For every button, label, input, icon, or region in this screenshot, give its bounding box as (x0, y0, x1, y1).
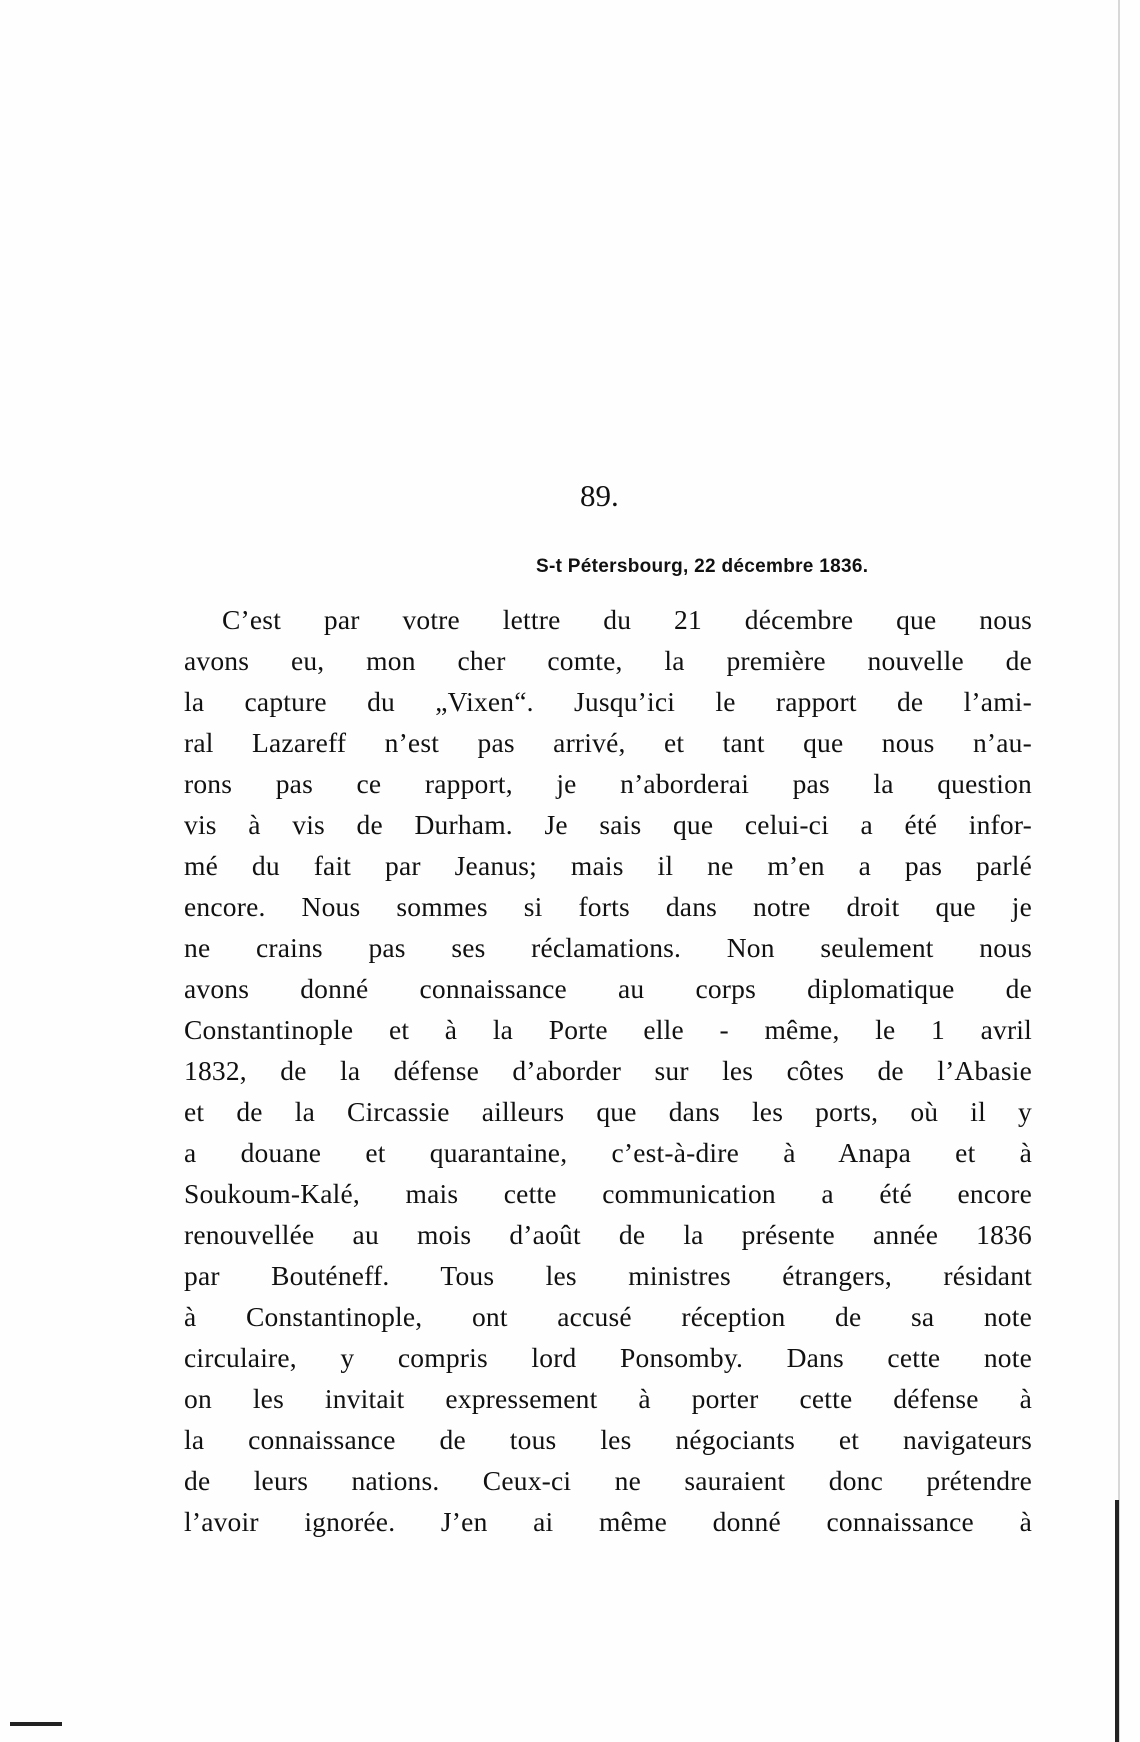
text-line: circulaire, y compris lord Ponsomby. Dans cette note (184, 1342, 1032, 1373)
page-edge-rule (1118, 0, 1120, 1742)
text-line: et de la Circassie ailleurs que dans les ports, où il y (184, 1096, 1032, 1127)
text-line: renouvellée au mois d’août de la présente année 1836 (184, 1219, 1032, 1250)
text-line: la connaissance de tous les négociants et navigateurs (184, 1424, 1032, 1455)
text-line: avons donné connaissance au corps diplomatique de (184, 973, 1032, 1004)
text-line: ne crains pas ses réclamations. Non seulement nous (184, 932, 1032, 963)
letter-body (184, 599, 1032, 1542)
dateline: S-t Pétersbourg, 22 décembre 1836. (536, 556, 869, 577)
text-line: vis à vis de Durham. Je sais que celui-ci a été infor- (184, 809, 1032, 840)
document-number: 89. (580, 478, 619, 513)
text-line: mé du fait par Jeanus; mais il ne m’en a pas parlé (184, 850, 1032, 881)
text-line: par Bouténeff. Tous les ministres étrangers, résidant (184, 1260, 1032, 1291)
text-line: la capture du „Vixen“. Jusqu’ici le rapport de l’ami- (184, 686, 1032, 717)
text-line: à Constantinople, ont accusé réception de sa note (184, 1301, 1032, 1332)
text-line: de leurs nations. Ceux-ci ne sauraient donc prétendre (184, 1465, 1032, 1496)
text-line: avons eu, mon cher comte, la première nouvelle de (184, 645, 1032, 676)
text-line: encore. Nous sommes si forts dans notre droit que je (184, 891, 1032, 922)
text-line: rons pas ce rapport, je n’aborderai pas la question (184, 768, 1032, 799)
text-line: Soukoum-Kalé, mais cette communication a été encore (184, 1178, 1032, 1209)
text-line: 1832, de la défense d’aborder sur les côtes de l’Abasie (184, 1055, 1032, 1086)
bottom-rule-mark (10, 1722, 62, 1726)
text-line: l’avoir ignorée. J’en ai même donné connaissance à (184, 1506, 1032, 1537)
text-line: a douane et quarantaine, c’est-à-dire à Anapa et à (184, 1137, 1032, 1168)
page-edge-shadow (1115, 1500, 1119, 1742)
text-line: C’est par votre lettre du 21 décembre que nous (222, 604, 1032, 635)
text-line: ral Lazareff n’est pas arrivé, et tant que nous n’au- (184, 727, 1032, 758)
text-line: on les invitait expressement à porter cette défense à (184, 1383, 1032, 1414)
text-line: Constantinople et à la Porte elle - même, le 1 avril (184, 1014, 1032, 1045)
